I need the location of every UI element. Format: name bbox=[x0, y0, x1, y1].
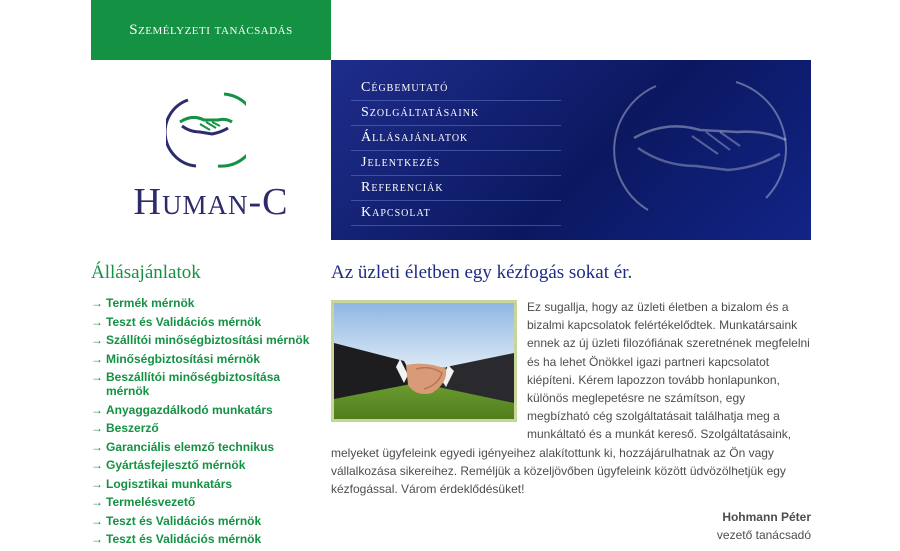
job-link-label: Garanciális elemző technikus bbox=[106, 439, 275, 454]
job-link[interactable] bbox=[91, 333, 321, 347]
job-link-label: Termelésvezető bbox=[106, 495, 196, 509]
arrow-icon: → bbox=[91, 513, 103, 528]
signature bbox=[331, 498, 811, 544]
job-link-label: Teszt és Validációs mérnök bbox=[106, 314, 262, 329]
job-link[interactable] bbox=[91, 477, 321, 491]
signature-title: vezető tanácsadó bbox=[716, 528, 811, 543]
arrow-icon: → bbox=[91, 532, 103, 546]
job-link-label: Termék mérnök bbox=[106, 296, 195, 310]
signature-name: Hohmann Péter bbox=[722, 510, 811, 525]
job-link-label: Teszt és Validációs mérnök bbox=[106, 532, 262, 546]
job-link[interactable] bbox=[91, 458, 321, 472]
job-link-label: Beszállítói minőségbiztosítása mérnök bbox=[106, 370, 281, 398]
job-link[interactable] bbox=[91, 315, 321, 329]
arrow-icon: → bbox=[91, 495, 103, 509]
arrow-icon: → bbox=[91, 333, 103, 347]
arrow-icon: → bbox=[91, 314, 103, 329]
job-link-label: Anyaggazdálkodó munkatárs bbox=[106, 402, 273, 417]
handshake-photo bbox=[331, 300, 517, 422]
nav-item-kapcsolat[interactable]: Kapcsolat bbox=[351, 201, 561, 226]
job-link[interactable] bbox=[91, 532, 321, 546]
arrow-icon: → bbox=[91, 439, 103, 454]
page-title: Az üzleti életben egy kézfogás sokat ér. bbox=[331, 262, 633, 283]
job-link-label: Szállítói minőségbiztosítási mérnök bbox=[106, 333, 310, 347]
nav-item-cegbemutato[interactable]: Cégbemutató bbox=[351, 76, 561, 101]
intro-text: Ez sugallja, hogy az üzleti életben a bizalom és a bizalmi kapcsolatok felértékelődtek. Munkatársaink ennek az új üzleti filozófiának szeretnének megfelelni és ha lehet Önökkel igazi partneri kapcsolatot kiépíteni. Kérem lapozzon tovább honlapunkon, különös meglepetésre ne számítson, egy megbízható cég szolgáltatásait találhatja meg a munkáltató és a munkát kereső. Szolgáltatásaink, melyeket ügyfeleink egyedi igényeihez alakítottunk ki, hozzájárulhatnak az Ön vagy vállalkozása sikereihez. Reméljük a közeljövőben ügyfeleink között üdvözölhetjük egy kézfogással. Várom érdeklődésüket! bbox=[331, 300, 810, 497]
job-link[interactable] bbox=[91, 440, 321, 454]
job-link-label: Logisztikai munkatárs bbox=[106, 476, 233, 491]
arrow-icon: → bbox=[91, 402, 103, 417]
nav-menu bbox=[351, 76, 561, 226]
handshake-decoration-icon bbox=[596, 70, 806, 230]
job-list bbox=[91, 296, 321, 546]
job-link[interactable] bbox=[91, 352, 321, 366]
main-navigation bbox=[331, 60, 811, 240]
arrow-icon: → bbox=[91, 351, 103, 366]
handshake-logo-icon bbox=[166, 82, 246, 172]
job-link-label: Teszt és Validációs mérnök bbox=[106, 513, 262, 528]
arrow-icon: → bbox=[91, 458, 103, 472]
job-link[interactable] bbox=[91, 296, 321, 310]
logo-text: Human-C bbox=[133, 181, 289, 223]
nav-item-referenciak[interactable]: Referenciák bbox=[351, 176, 561, 201]
job-link[interactable] bbox=[91, 514, 321, 528]
main-content bbox=[331, 262, 811, 544]
arrow-icon: → bbox=[91, 421, 103, 435]
job-link[interactable] bbox=[91, 403, 321, 417]
job-link[interactable] bbox=[91, 495, 321, 509]
arrow-icon: → bbox=[91, 296, 103, 310]
job-link[interactable] bbox=[91, 421, 321, 435]
handshake-photo-icon bbox=[334, 303, 514, 419]
banner-text: Személyzeti tanácsadás bbox=[129, 21, 293, 38]
sidebar-title: Állásajánlatok bbox=[91, 262, 201, 283]
job-sidebar bbox=[91, 262, 321, 551]
job-link-label: Gyártásfejlesztő mérnök bbox=[106, 458, 246, 472]
job-link[interactable] bbox=[91, 370, 321, 398]
job-link-label: Beszerző bbox=[106, 421, 159, 435]
arrow-icon: → bbox=[91, 476, 103, 491]
nav-item-allasajanlatok[interactable]: Állásajánlatok bbox=[351, 126, 561, 151]
logo[interactable] bbox=[91, 60, 331, 240]
site-banner bbox=[91, 0, 331, 60]
arrow-icon: → bbox=[91, 370, 103, 384]
nav-item-szolgaltatasaink[interactable]: Szolgáltatásaink bbox=[351, 101, 561, 126]
nav-item-jelentkezes[interactable]: Jelentkezés bbox=[351, 151, 561, 176]
job-link-label: Minőségbiztosítási mérnök bbox=[106, 351, 261, 366]
